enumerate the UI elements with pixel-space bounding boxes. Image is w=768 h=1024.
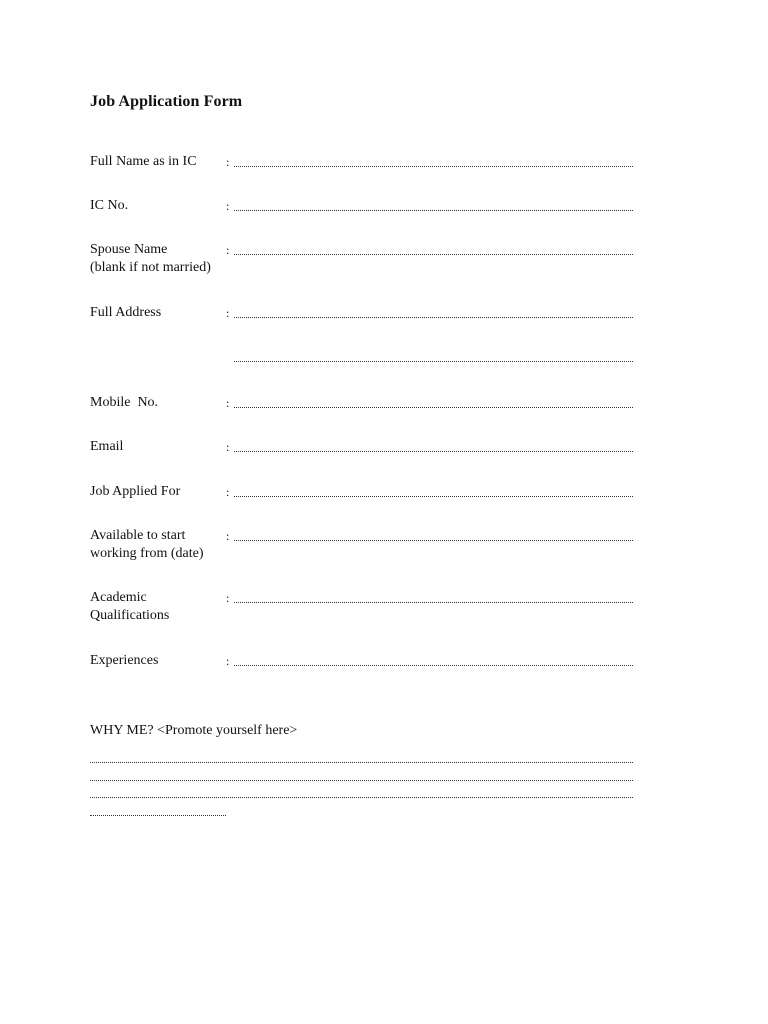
- field-job-applied: [90, 483, 636, 523]
- academic-input-line[interactable]: [234, 602, 633, 603]
- experiences-input-line[interactable]: [234, 665, 633, 666]
- field-colon: :: [226, 654, 230, 668]
- email-input-line[interactable]: [234, 451, 633, 452]
- field-colon: :: [226, 306, 230, 320]
- field-full-address: [90, 304, 636, 374]
- why-me-heading: WHY ME? <Promote yourself here>: [90, 723, 298, 738]
- field-spouse-name: [90, 241, 636, 281]
- job-applied-input-line[interactable]: [234, 496, 633, 497]
- field-colon: :: [226, 440, 230, 454]
- field-colon: :: [226, 485, 230, 499]
- field-email: [90, 438, 636, 478]
- why-me-line-4[interactable]: [90, 815, 226, 816]
- field-colon: :: [226, 155, 230, 169]
- why-me-line-3[interactable]: [90, 797, 633, 798]
- page-title: Job Application Form: [90, 93, 243, 110]
- field-available-date: [90, 527, 636, 567]
- address-input-line-2[interactable]: [234, 361, 633, 362]
- field-experiences: [90, 652, 636, 692]
- field-label: Experiences: [90, 653, 159, 668]
- ic-no-input-line[interactable]: [234, 210, 633, 211]
- full-name-input-line[interactable]: [234, 166, 633, 167]
- field-label: Email: [90, 439, 124, 454]
- field-label: [90, 589, 169, 625]
- field-colon: :: [226, 243, 230, 257]
- field-label: [90, 241, 211, 277]
- field-colon: :: [226, 199, 230, 213]
- field-label-line2: working from (date): [90, 546, 204, 561]
- field-label-line2: (blank if not married): [90, 260, 211, 275]
- field-full-name: [90, 153, 636, 193]
- field-label-line1: Available to start: [90, 528, 186, 543]
- field-label: IC No.: [90, 198, 129, 213]
- address-input-line-1[interactable]: [234, 317, 633, 318]
- available-date-input-line[interactable]: [234, 540, 633, 541]
- field-colon: :: [226, 591, 230, 605]
- field-colon: :: [226, 529, 230, 543]
- field-label-line2: Qualifications: [90, 608, 170, 623]
- why-me-line-1[interactable]: [90, 762, 633, 763]
- field-label: Mobile No.: [90, 395, 159, 410]
- field-colon: :: [226, 396, 230, 410]
- field-academic-qualifications: [90, 589, 636, 629]
- mobile-input-line[interactable]: [234, 407, 633, 408]
- field-ic-no: [90, 197, 636, 237]
- field-label-line1: Academic: [90, 590, 147, 605]
- field-label-line1: Spouse Name: [90, 242, 168, 257]
- field-label: [90, 527, 204, 563]
- field-mobile-no: [90, 394, 636, 434]
- field-label: Full Name as in IC: [90, 154, 197, 169]
- field-label: Full Address: [90, 305, 162, 320]
- why-me-line-2[interactable]: [90, 780, 633, 781]
- field-label: Job Applied For: [90, 484, 181, 499]
- spouse-name-input-line[interactable]: [234, 254, 633, 255]
